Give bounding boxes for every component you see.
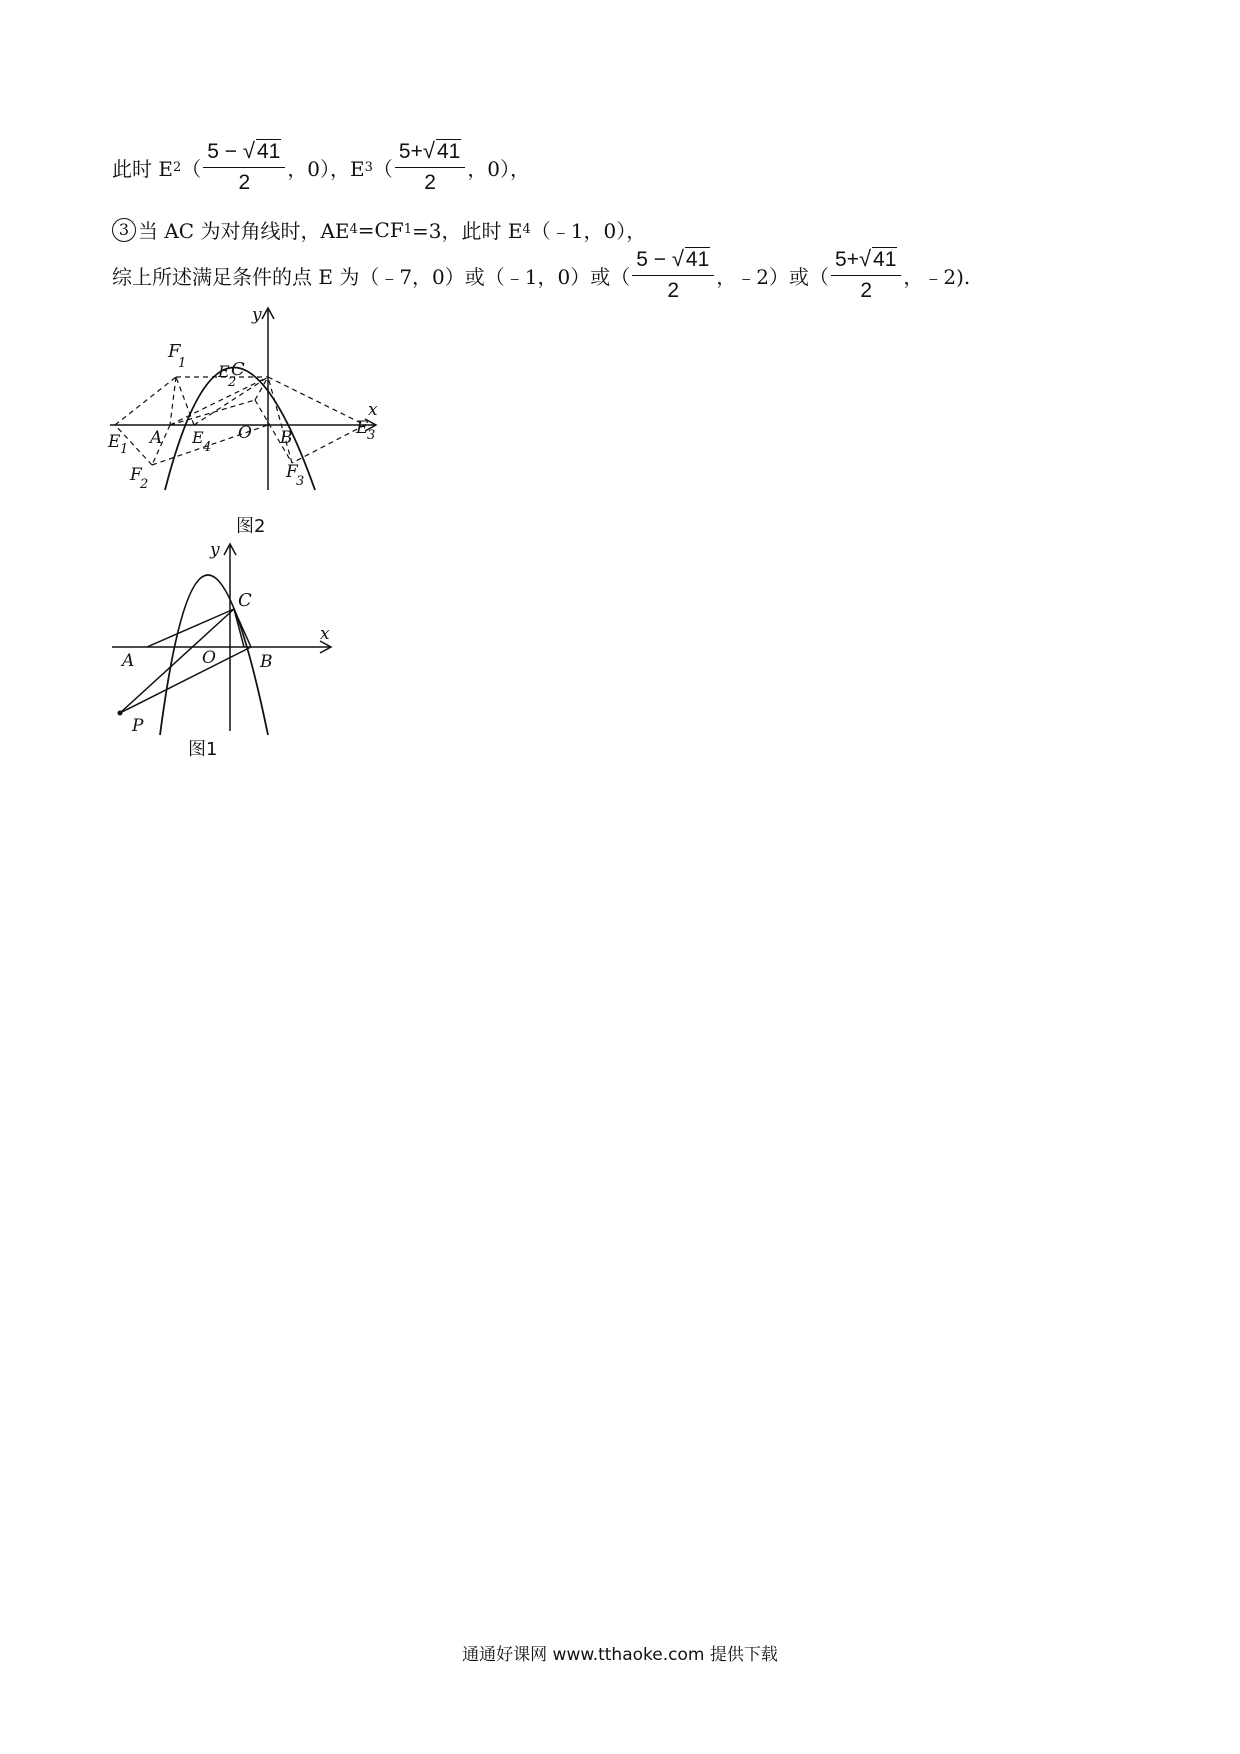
footer-watermark: 通通好课网 www.tthaoke.com 提供下载 [462, 1645, 778, 1665]
text: =3，此时 E [412, 219, 523, 243]
text: ，0）， [467, 156, 531, 181]
label-E1-sub: 1 [120, 442, 129, 457]
subscript: 4 [349, 222, 358, 237]
segment-AC [147, 609, 234, 647]
label-F3-sub: 3 [296, 474, 305, 489]
numerator: 5+ [398, 140, 423, 163]
label-y: y [252, 305, 262, 325]
point-P [118, 711, 123, 716]
fraction-e2: $\frac{5 - √41}{2}$ [203, 138, 285, 196]
radicand: 41 [685, 248, 710, 271]
denominator: 2 [860, 279, 873, 302]
label-B: B [280, 428, 293, 448]
label-F1-sub: 1 [178, 356, 187, 371]
subscript: 1 [403, 222, 413, 237]
label-F2: F [130, 465, 142, 485]
label-E1: E [108, 432, 121, 452]
text-line-2 [112, 215, 646, 244]
label-E4: E [192, 428, 204, 447]
label-E3: E [356, 418, 369, 438]
label-A: A [150, 428, 163, 448]
label-O: O [202, 648, 216, 668]
label-E4-sub: 4 [203, 440, 212, 455]
label-C: C [238, 590, 252, 611]
radicand: 41 [873, 248, 897, 271]
denominator: 2 [238, 171, 251, 194]
text: （ [372, 156, 393, 181]
subscript: 3 [364, 159, 373, 175]
figure-1-caption: 图1 [188, 739, 218, 760]
label-F2-sub: 2 [140, 477, 149, 492]
fraction-e3: $\frac{5+√41}{2}$ [395, 138, 465, 196]
figure-1 [110, 535, 340, 735]
subscript: 4 [522, 222, 531, 237]
numerator: 5+ [835, 248, 859, 271]
segment-PB [120, 647, 251, 713]
circled-number: 3 [112, 218, 136, 242]
fraction-b: $\frac{5+√41}{2}$ [831, 246, 901, 304]
label-y: y [210, 540, 220, 560]
denominator: 2 [667, 279, 680, 302]
label-x: x [320, 624, 330, 644]
text-line-1 [112, 138, 530, 196]
label-x: x [368, 400, 378, 420]
radicand: 41 [256, 140, 281, 163]
text: 当 AC 为对角线时，AE [138, 219, 350, 243]
figure-2-caption: 图2 [236, 516, 266, 537]
text: =CF [357, 217, 404, 242]
label-A: A [122, 651, 135, 671]
label-E2-sub: 2 [228, 375, 237, 390]
subscript: 2 [172, 159, 182, 175]
fraction-a: $\frac{5 - √41}{2}$ [632, 246, 714, 304]
label-F3: F [286, 462, 298, 482]
label-E3-sub: 3 [367, 428, 376, 443]
segment-PC [120, 609, 234, 713]
text: ，﹣2). [903, 264, 971, 289]
label-C: C [231, 359, 245, 380]
text: （ [181, 156, 202, 181]
numerator: 5 − [207, 140, 243, 163]
label-E2: E [218, 362, 230, 381]
text: 此时 E [112, 156, 173, 181]
text: 综上所述满足条件的点 E 为（﹣7，0）或（﹣1，0）或（ [112, 264, 631, 289]
label-B: B [260, 652, 273, 672]
text: （﹣1，0）， [530, 219, 647, 243]
text-line-3 [112, 246, 970, 304]
label-F1: F [168, 341, 181, 362]
denominator: 2 [424, 171, 436, 194]
figure-2 [110, 305, 420, 495]
text: ，﹣2）或（ [716, 264, 830, 289]
numerator: 5 − [636, 248, 672, 271]
label-O: O [238, 423, 252, 443]
text: ，0），E [287, 156, 365, 181]
radicand: 41 [436, 140, 461, 163]
label-P: P [132, 716, 144, 736]
